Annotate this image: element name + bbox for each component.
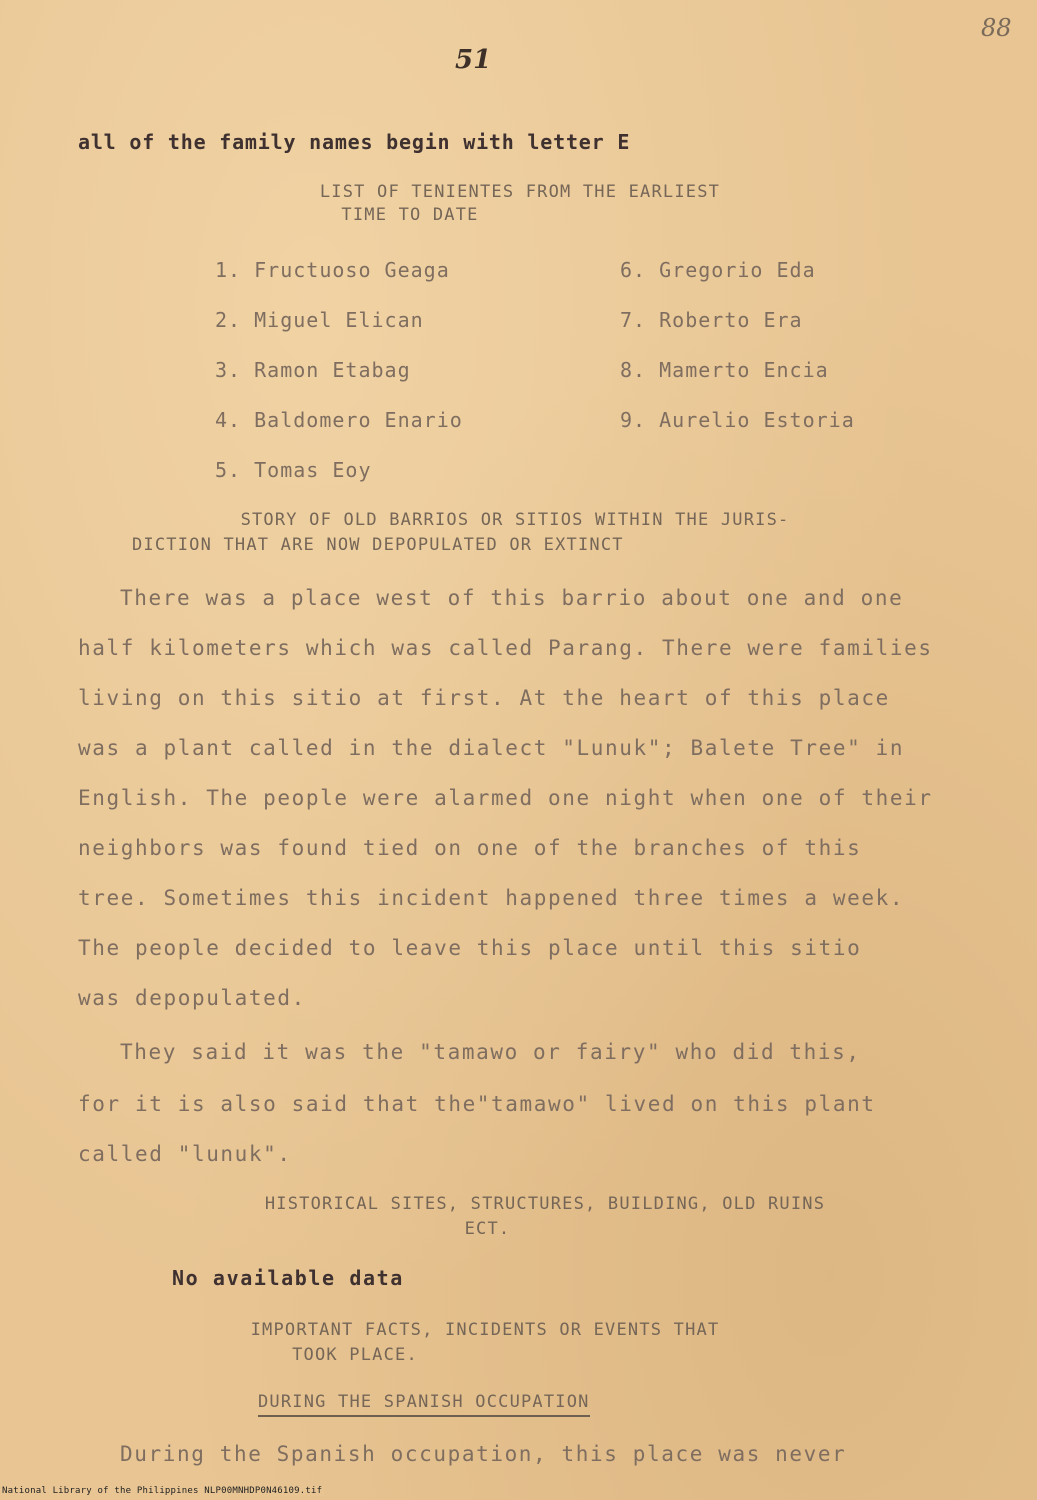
story-line: for it is also said that the"tamawo" lived on this plant xyxy=(78,1092,876,1116)
important-first-line: During the Spanish occupation, this place was never xyxy=(120,1442,847,1466)
tenientes-heading-line1: LIST OF TENIENTES FROM THE EARLIEST xyxy=(319,182,721,202)
page-mark: 51 xyxy=(455,45,492,75)
important-subheading-text: DURING THE SPANISH OCCUPATION xyxy=(258,1392,590,1417)
story-line: They said it was the "tamawo or fairy" who did this, xyxy=(120,1040,861,1064)
story-heading-line1: STORY OF OLD BARRIOS OR SITIOS WITHIN THE JURIS- xyxy=(240,510,790,530)
teniente-item: 7. Roberto Era xyxy=(620,308,803,332)
teniente-item: 8. Mamerto Encia xyxy=(620,358,829,382)
story-heading-line2: DICTION THAT ARE NOW DEPOPULATED OR EXTINCT xyxy=(132,535,624,555)
teniente-item: 9. Aurelio Estoria xyxy=(620,408,855,432)
story-line: tree. Sometimes this incident happened three times a week. xyxy=(78,886,905,910)
tenientes-list-right xyxy=(620,258,855,458)
historical-heading-line1: HISTORICAL SITES, STRUCTURES, BUILDING, OLD RUINS xyxy=(264,1194,826,1214)
intro-line: all of the family names begin with letter E xyxy=(78,130,631,154)
historical-body: No available data xyxy=(172,1266,404,1290)
important-subheading xyxy=(258,1392,590,1412)
story-line: There was a place west of this barrio about one and one xyxy=(120,586,904,610)
teniente-item: 2. Miguel Elican xyxy=(215,308,424,332)
story-line: half kilometers which was called Parang. There were families xyxy=(78,636,933,660)
important-heading-line2: TOOK PLACE. xyxy=(292,1345,418,1365)
story-line: living on this sitio at first. At the heart of this place xyxy=(78,686,890,710)
folio-number: 88 xyxy=(981,14,1012,42)
teniente-item: 4. Baldomero Enario xyxy=(215,408,463,432)
story-line: The people decided to leave this place until this sitio xyxy=(78,936,862,960)
teniente-item: 3. Ramon Etabag xyxy=(215,358,411,382)
important-heading-line1: IMPORTANT FACTS, INCIDENTS OR EVENTS THAT xyxy=(250,1320,720,1340)
teniente-item: 6. Gregorio Eda xyxy=(620,258,816,282)
teniente-item: 1. Fructuoso Geaga xyxy=(215,258,450,282)
footer-credit: National Library of the Philippines NLP00MNHDP0N46109.tif xyxy=(2,1486,323,1496)
story-line: neighbors was found tied on one of the branches of this xyxy=(78,836,862,860)
tenientes-heading-line2: TIME TO DATE xyxy=(341,205,479,225)
story-line: English. The people were alarmed one night when one of their xyxy=(78,786,933,810)
teniente-item: 5. Tomas Eoy xyxy=(215,458,372,482)
story-line: was depopulated. xyxy=(78,986,306,1010)
tenientes-list-left xyxy=(215,258,463,508)
historical-heading-line2: ECT. xyxy=(464,1219,511,1239)
story-line: called "lunuk". xyxy=(78,1142,292,1166)
story-line: was a plant called in the dialect "Lunuk"; Balete Tree" in xyxy=(78,736,905,760)
